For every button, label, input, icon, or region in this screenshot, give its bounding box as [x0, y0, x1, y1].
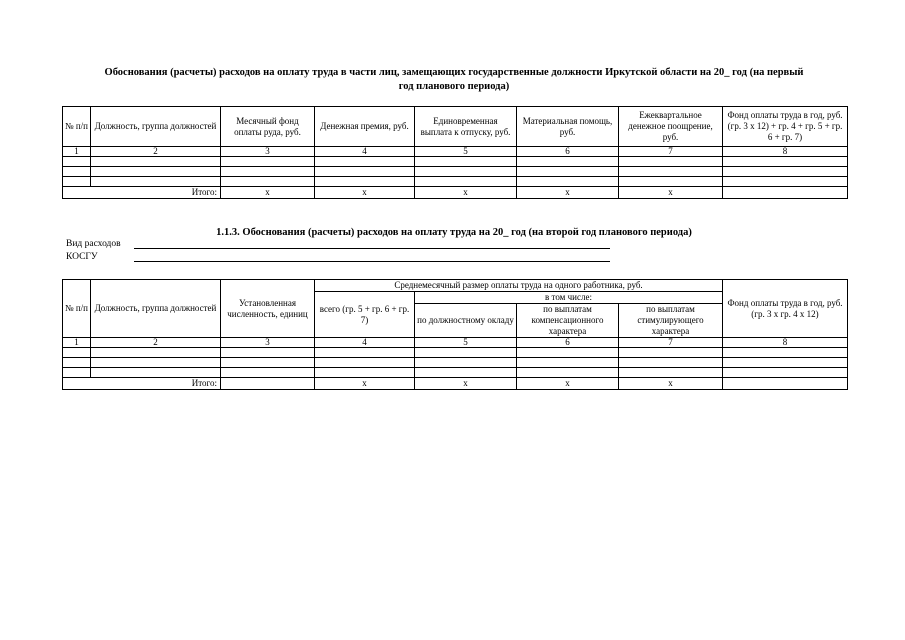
- header-total-avg: всего (гр. 5 + гр. 6 + гр. 7): [315, 292, 415, 338]
- header-material-aid: Материальная помощь, руб.: [517, 107, 619, 147]
- table-cell[interactable]: [415, 157, 517, 167]
- table-cell[interactable]: [91, 368, 221, 378]
- table-cell[interactable]: [619, 358, 723, 368]
- table-cell[interactable]: [415, 348, 517, 358]
- table-cell[interactable]: [517, 368, 619, 378]
- column-number: 3: [221, 338, 315, 348]
- total-mark: x: [221, 187, 315, 199]
- table-cell[interactable]: [619, 348, 723, 358]
- header-salary: по должностному окладу: [415, 304, 517, 338]
- header-num: № п/п: [63, 280, 91, 338]
- total-mark: x: [315, 378, 415, 390]
- table-cell[interactable]: [91, 157, 221, 167]
- kosgu-label: КОСГУ: [66, 252, 98, 262]
- table-cell[interactable]: [315, 167, 415, 177]
- column-number: 5: [415, 338, 517, 348]
- table-row: [63, 348, 848, 358]
- table-cell[interactable]: [415, 368, 517, 378]
- total-row: [63, 187, 848, 199]
- header-incentive: по выплатам стимулирующего характера: [619, 304, 723, 338]
- table-cell[interactable]: [63, 368, 91, 378]
- column-number: 1: [63, 338, 91, 348]
- table-cell[interactable]: [619, 177, 723, 187]
- column-number: 7: [619, 147, 723, 157]
- table-cell[interactable]: [63, 358, 91, 368]
- header-compensation: по выплатам компенсационного характера: [517, 304, 619, 338]
- column-number: 4: [315, 338, 415, 348]
- table-cell[interactable]: [315, 177, 415, 187]
- table-cell[interactable]: [415, 167, 517, 177]
- table-cell[interactable]: [517, 157, 619, 167]
- total-mark: x: [517, 187, 619, 199]
- section1-title-line2: год планового периода): [398, 81, 510, 92]
- section1-title: [60, 66, 848, 94]
- table-cell[interactable]: [221, 177, 315, 187]
- total-mark: x: [517, 378, 619, 390]
- header-annual-fund: Фонд оплаты труда в год, руб. (гр. 3 x 12) + гр. 4 + гр. 5 + гр. 6 + гр. 7): [723, 107, 848, 147]
- header-num: № п/п: [63, 107, 91, 147]
- total-label: Итого:: [63, 378, 221, 390]
- table-cell[interactable]: [517, 167, 619, 177]
- table-cell[interactable]: [63, 348, 91, 358]
- column-number: 2: [91, 147, 221, 157]
- table-cell[interactable]: [517, 358, 619, 368]
- total-headcount-cell[interactable]: [221, 378, 315, 390]
- table-cell[interactable]: [723, 177, 848, 187]
- column-number: 6: [517, 147, 619, 157]
- table-cell[interactable]: [723, 348, 848, 358]
- table-cell[interactable]: [517, 348, 619, 358]
- column-number: 1: [63, 147, 91, 157]
- table-row: [63, 167, 848, 177]
- table-cell[interactable]: [723, 368, 848, 378]
- header-position: Должность, группа должностей: [91, 280, 221, 338]
- table-cell[interactable]: [723, 358, 848, 368]
- table-cell[interactable]: [315, 348, 415, 358]
- header-monthly-fund: Месячный фонд оплаты руда, руб.: [221, 107, 315, 147]
- table-cell[interactable]: [723, 157, 848, 167]
- table-cell[interactable]: [91, 348, 221, 358]
- table-cell[interactable]: [315, 358, 415, 368]
- column-number: 8: [723, 147, 848, 157]
- table-row: [63, 358, 848, 368]
- table-cell[interactable]: [63, 157, 91, 167]
- table-row: [63, 368, 848, 378]
- column-number: 4: [315, 147, 415, 157]
- column-number: 5: [415, 147, 517, 157]
- table-cell[interactable]: [91, 167, 221, 177]
- table-cell[interactable]: [63, 167, 91, 177]
- total-row: [63, 378, 848, 390]
- table-header-row: [63, 107, 848, 147]
- column-number: 6: [517, 338, 619, 348]
- table-cell[interactable]: [619, 157, 723, 167]
- total-mark: x: [415, 187, 517, 199]
- header-vacation-payment: Единовременная выплата к отпуску, руб.: [415, 107, 517, 147]
- column-number: 2: [91, 338, 221, 348]
- header-bonus: Денежная премия, руб.: [315, 107, 415, 147]
- table-cell[interactable]: [221, 167, 315, 177]
- table-cell[interactable]: [91, 358, 221, 368]
- table-cell[interactable]: [415, 177, 517, 187]
- header-quarterly-bonus: Ежеквартальное денежное поощрение, руб.: [619, 107, 723, 147]
- table-cell[interactable]: [91, 177, 221, 187]
- header-annual-fund: Фонд оплаты труда в год, руб. (гр. 3 x гр. 4 x 12): [723, 280, 848, 338]
- table-header-row: [63, 280, 848, 292]
- table-cell[interactable]: [517, 177, 619, 187]
- table-cell[interactable]: [315, 368, 415, 378]
- total-annual-fund-cell[interactable]: [723, 378, 848, 390]
- section1-title-line1: Обоснования (расчеты) расходов на оплату труда в части лиц, замещающих государственные должности Иркутской области на 20_ год (на первый: [104, 67, 804, 78]
- table-cell[interactable]: [221, 157, 315, 167]
- header-avg-group: Среднемесячный размер оплаты труда на одного работника, руб.: [315, 280, 723, 292]
- expense-type-field: [66, 239, 121, 250]
- table-cell[interactable]: [221, 368, 315, 378]
- column-numbers-row: [63, 338, 848, 348]
- total-mark: x: [315, 187, 415, 199]
- table-cell[interactable]: [415, 358, 517, 368]
- table-cell[interactable]: [619, 167, 723, 177]
- column-number: 7: [619, 338, 723, 348]
- kosgu-input-line[interactable]: [134, 261, 610, 262]
- column-number: 8: [723, 338, 848, 348]
- header-headcount: Установленная численность, единиц: [221, 280, 315, 338]
- kosgu-field: [66, 252, 98, 263]
- column-number: 3: [221, 147, 315, 157]
- table-cell[interactable]: [619, 368, 723, 378]
- table-cell[interactable]: [63, 177, 91, 187]
- total-annual-fund-cell[interactable]: [723, 187, 848, 199]
- expense-type-input-line[interactable]: [134, 248, 610, 249]
- table-row: [63, 177, 848, 187]
- total-mark: x: [619, 187, 723, 199]
- header-including: в том числе:: [415, 292, 723, 304]
- table-cell[interactable]: [221, 358, 315, 368]
- table-cell[interactable]: [315, 157, 415, 167]
- section2-table: [62, 279, 848, 390]
- total-label: Итого:: [63, 187, 221, 199]
- total-mark: x: [415, 378, 517, 390]
- section2-title: 1.1.3. Обоснования (расчеты) расходов на оплату труда на 20_ год (на второй год планового периода): [216, 227, 692, 238]
- total-mark: x: [619, 378, 723, 390]
- section1-table: [62, 106, 848, 199]
- header-position: Должность, группа должностей: [91, 107, 221, 147]
- table-cell[interactable]: [221, 348, 315, 358]
- column-numbers-row: [63, 147, 848, 157]
- table-row: [63, 157, 848, 167]
- table-cell[interactable]: [723, 167, 848, 177]
- expense-type-label: Вид расходов: [66, 239, 121, 249]
